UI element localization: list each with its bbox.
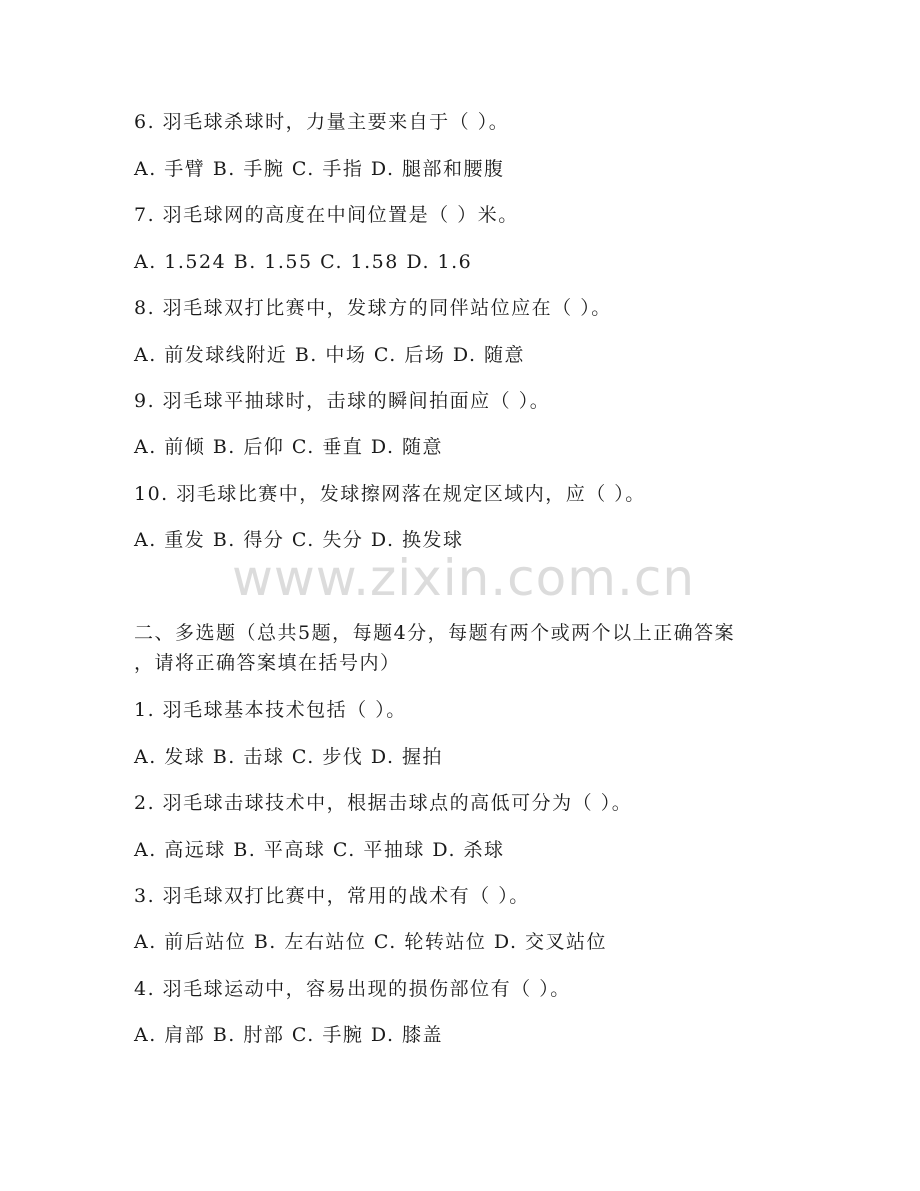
- question-7-options: A. 1.524 B. 1.55 C. 1.58 D. 1.6: [134, 251, 473, 273]
- section-heading-multiple-choice: 二、多选题（总共5题，每题4分，每题有两个或两个以上正确答案: [134, 622, 736, 644]
- multi-question-1: 1. 羽毛球基本技术包括（ ）。: [134, 699, 407, 721]
- section-heading-multiple-choice-continued: ，请将正确答案填在括号内）: [134, 652, 401, 674]
- multi-question-3-options: A. 前后站位 B. 左右站位 C. 轮转站位 D. 交叉站位: [134, 931, 608, 953]
- multi-question-1-options: A. 发球 B. 击球 C. 步伐 D. 握拍: [134, 746, 444, 768]
- question-7: 7. 羽毛球网的高度在中间位置是（ ）米。: [134, 204, 519, 226]
- multi-question-2-options: A. 高远球 B. 平高球 C. 平抽球 D. 杀球: [134, 839, 505, 861]
- question-9-options: A. 前倾 B. 后仰 C. 垂直 D. 随意: [134, 436, 444, 458]
- multi-question-4-options: A. 肩部 B. 肘部 C. 手腕 D. 膝盖: [134, 1024, 444, 1046]
- question-6: 6. 羽毛球杀球时，力量主要来自于（ ）。: [134, 111, 510, 133]
- multi-question-2: 2. 羽毛球击球技术中，根据击球点的高低可分为（ ）。: [134, 792, 633, 814]
- question-9: 9. 羽毛球平抽球时，击球的瞬间拍面应（ ）。: [134, 390, 551, 412]
- question-8: 8. 羽毛球双打比赛中，发球方的同伴站位应在（ ）。: [134, 297, 612, 319]
- question-6-options: A. 手臂 B. 手腕 C. 手指 D. 腿部和腰腹: [134, 158, 505, 180]
- multi-question-4: 4. 羽毛球运动中，容易出现的损伤部位有（ ）。: [134, 978, 571, 1000]
- question-8-options: A. 前发球线附近 B. 中场 C. 后场 D. 随意: [134, 344, 526, 366]
- question-10: 10. 羽毛球比赛中，发球擦网落在规定区域内，应（ ）。: [134, 483, 646, 505]
- question-10-options: A. 重发 B. 得分 C. 失分 D. 换发球: [134, 529, 464, 551]
- multi-question-3: 3. 羽毛球双打比赛中，常用的战术有（ ）。: [134, 885, 530, 907]
- watermark: www.zixin.com.cn: [232, 549, 696, 607]
